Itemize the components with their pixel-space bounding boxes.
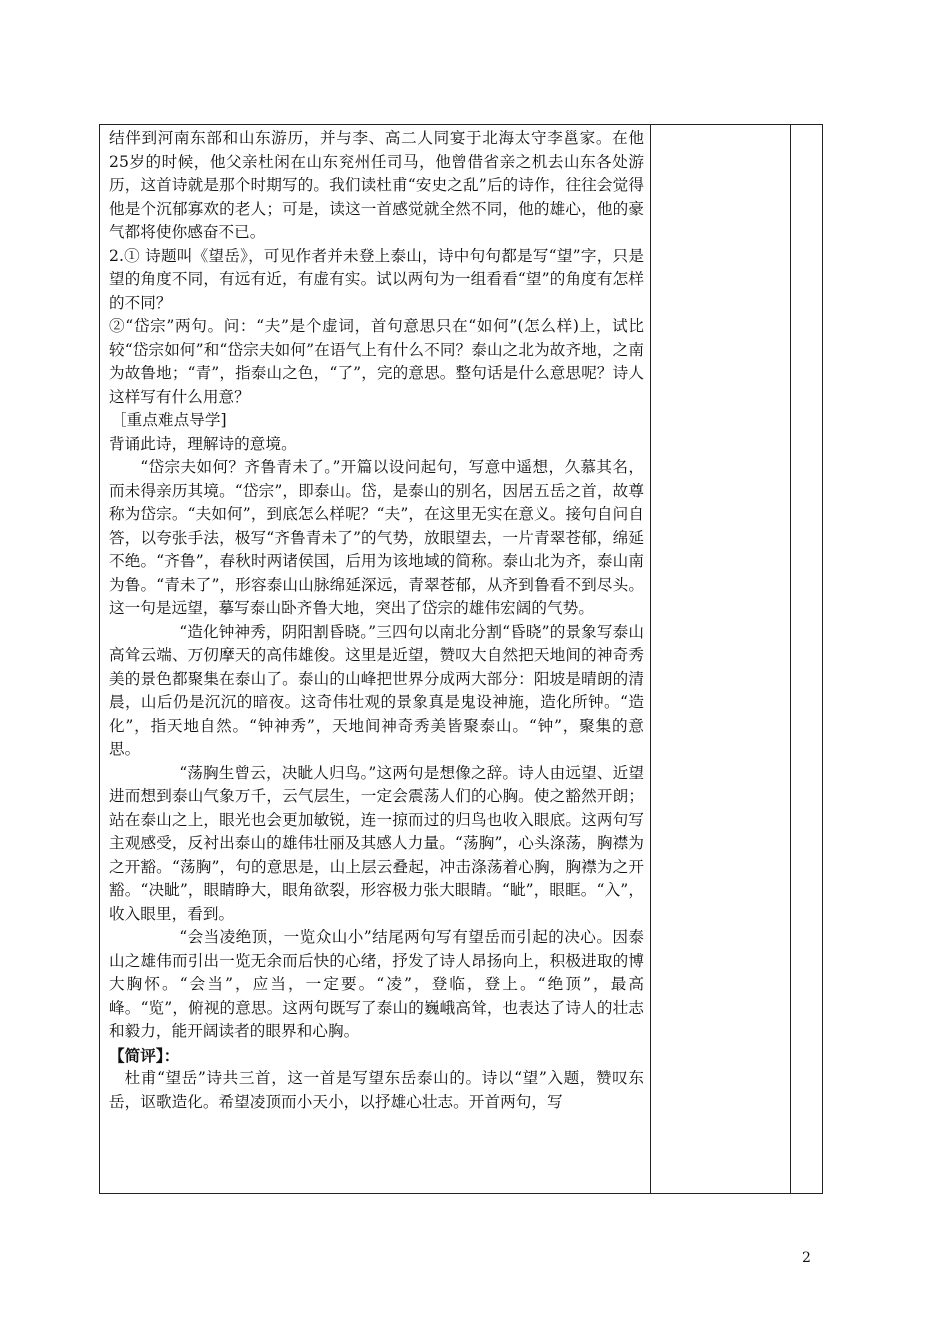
background-paragraph: 结伴到河南东部和山东游历，并与李、高二人同宴于北海太守李邕家。在他25岁的时候，他父亲杜闲在山东兖州任司马，他曾借省亲之机去山东各处游历，这首诗就是那个时期写的。我们读杜甫“安史之乱”后的诗作，往往会觉得他是个沉郁寡欢的老人；可是，读这一首感觉就全然不同，他的雄心，他的豪气都将使你感奋不已。: [109, 129, 644, 241]
evaluation-paragraph: 杜甫“望岳”诗共三首，这一首是写望东岳泰山的。诗以“望”入题，赞叹东岳，讴歌造化。希望凌顶而小天小，以抒雄心壮志。开首两句，写: [109, 1069, 644, 1111]
lesson-content-cell: [109, 127, 644, 1114]
question-two: ②“岱宗”两句。问：“夫”是个虚词，首句意思只在“如何”(怎么样)上，试比较“岱宗如何”和“岱宗夫如何”在语气上有什么不同？泰山之北为故齐地，之南为故鲁地；“青”，指泰山之色，“了”，完的意思。整句话是什么意思呢？诗人这样写有什么用意？: [109, 317, 644, 406]
analysis-paragraph: “岱宗夫如何？齐鲁青未了。”开篇以设问起句，写意中遥想，久慕其名，而未得亲历其境。“岱宗”，即泰山。岱，是泰山的别名，因居五岳之首，故尊称为岱宗。“夫如何”，到底怎么样呢？“夫”，在这里无实在意义。接句自问自答，以夸张手法，极写“齐鲁青未了”的气势，放眼望去，一片青翠苍郁，绵延不绝。“齐鲁”，春秋时两诸侯国，后用为该地域的简称。泰山北为齐，泰山南为鲁。“青未了”，形容泰山山脉绵延深远，青翠苍郁，从齐到鲁看不到尽头。这一句是远望，摹写泰山卧齐鲁大地，突出了岱宗的雄伟宏阔的气势。: [109, 458, 644, 617]
evaluation-heading: 【简评】：: [109, 1045, 180, 1065]
analysis-paragraph: “造化钟神秀，阴阳割昏晓。”三四句以南北分割“昏晓”的景象写泰山高耸云端、万仞摩天的高伟雄俊。这里是近望，赞叹大自然把天地间的神奇秀美的景色都聚集在泰山了。泰山的山峰把世界分成两大部分：阳坡是晴朗的清晨，山后仍是沉沉的暗夜。这奇伟壮观的景象真是鬼设神施，造化所钟。“造化”，指天地自然。“钟神秀”，天地间神奇秀美皆聚泰山。“钟”，聚集的意思。: [109, 622, 644, 758]
section-heading: ［重点难点导学]: [111, 411, 227, 429]
analysis-paragraph: “荡胸生曾云，决眦人归鸟。”这两句是想像之辞。诗人由远望、近望进而想到泰山气象万千，云气层生，一定会震荡人们的心胸。使之豁然开朗；站在泰山之上，眼光也会更加敏锐，连一掠而过的归鸟也收入眼底。这两句写主观感受，反衬出泰山的雄伟壮丽及其感人力量。“荡胸”，心头涤荡，胸襟为之开豁。“荡胸”，句的意思是，山上层云叠起，冲击涤荡着心胸，胸襟为之开豁。“决眦”，眼睛睁大，眼角欲裂，形容极力张大眼睛。“眦”，眼眶。“入”，收入眼里，看到。: [109, 763, 644, 923]
analysis-paragraph: “会当凌绝顶，一览众山小”结尾两句写有望岳而引起的决心。因泰山之雄伟而引出一览无余而后快的心绪，抒发了诗人昂扬向上，积极进取的博大胸怀。“会当”，应当，一定要。“凌”，登临，登上。“绝顶”，最高峰。“览”，俯视的意思。这两句既写了泰山的巍峨高耸，也表达了诗人的壮志和毅力，能开阔读者的眼界和心胸。: [109, 928, 644, 1040]
page-number: 2: [802, 1250, 811, 1266]
column-divider: [650, 125, 651, 1193]
column-divider: [790, 125, 791, 1193]
question-one: 2.① 诗题叫《望岳》，可见作者并未登上泰山，诗中句句都是写“望”字，只是望的角度不同，有远有近，有虚有实。试以两句为一组看看“望”的角度有怎样的不同？: [109, 246, 644, 312]
instruction-paragraph: 背诵此诗，理解诗的意境。: [109, 434, 297, 453]
lesson-table: [99, 124, 823, 1194]
